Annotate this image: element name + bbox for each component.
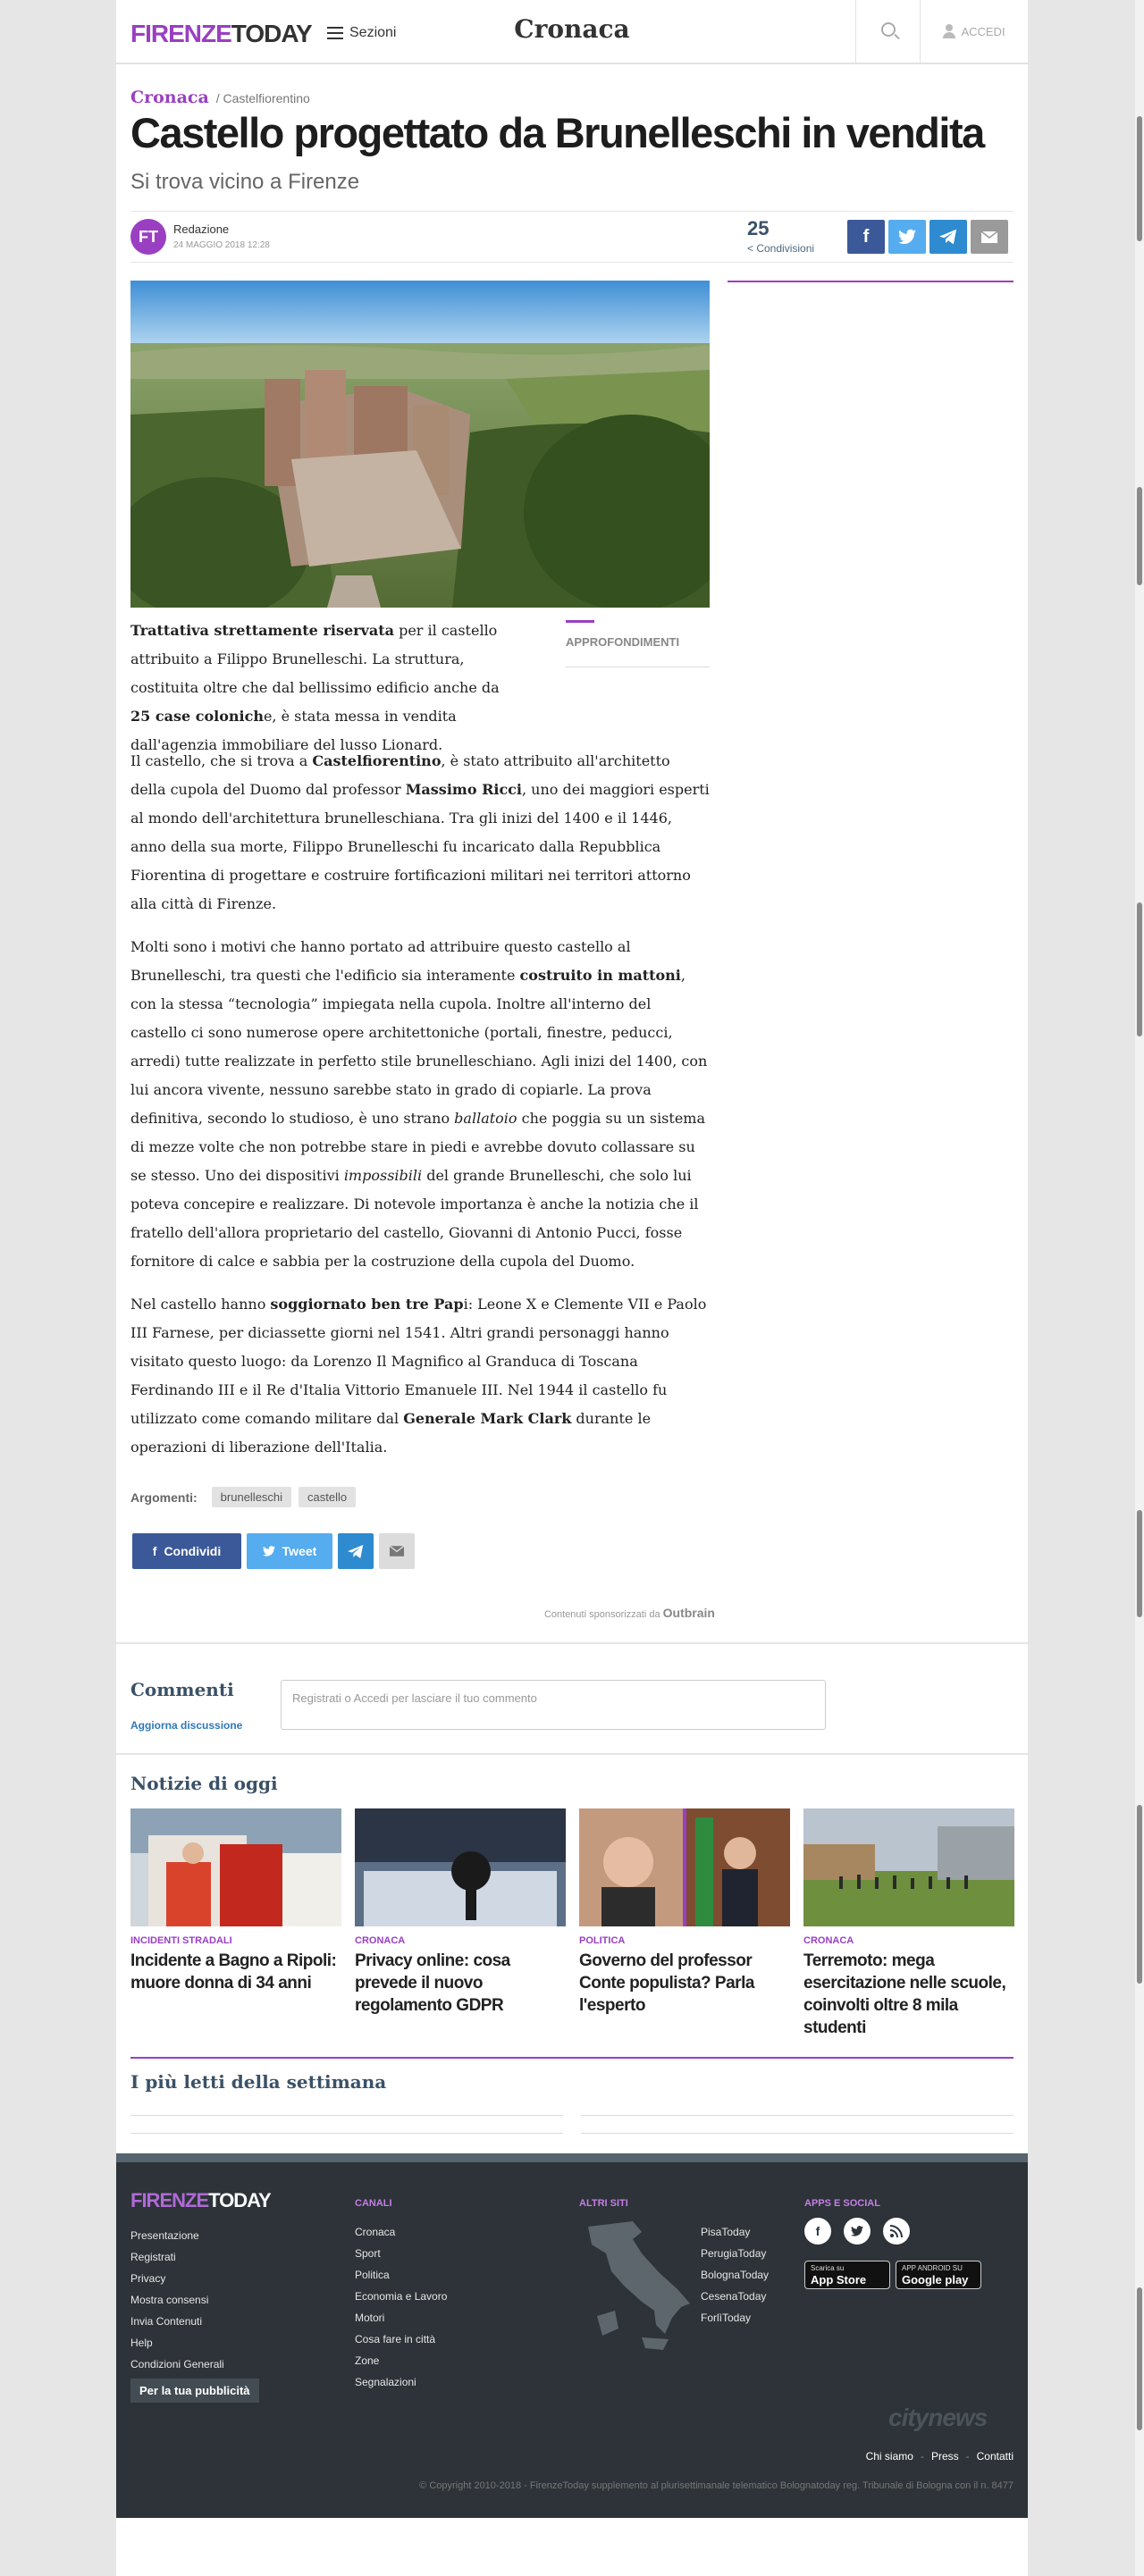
other-sites-heading: ALTRI SITI [579, 2198, 628, 2209]
channel-link[interactable]: Sport [355, 2247, 381, 2260]
channel-link[interactable]: Motori [355, 2312, 385, 2324]
comments-title: Commenti [130, 1679, 234, 1700]
outbrain-logo: Outbrain [662, 1606, 715, 1620]
channels-heading: CANALI [355, 2198, 392, 2209]
envelope-icon [390, 1546, 404, 1557]
hamburger-icon [327, 27, 343, 39]
footer-link[interactable]: Invia Contenuti [130, 2315, 203, 2328]
article-paragraph-3: Molti sono i motivi che hanno portato ad attribuire questo castello al Brunelleschi, tra questi che l'edificio sia interamente costruito in mattoni, con la stessa “tecnologia” impiegata nella cupola. Inoltre all'interno del castello ci sono numerose opere architettoniche (portali, finestre, peducci, arredi) tutte realizzate in perfetto stile brunelleschiano. Agli inizi del 1400, con lui ancora vivente, nessuno sarebbe stato in grado di copiarle. La prova definitiva, secondo lo studioso, è uno strano ballatoio che poggia su un sistema di mezze volte che non potrebbe stare in piedi e avrebbe dovuto collassare su se stesso. Uno dei dispositivi impossibili del grande Brunelleschi, che solo lui poteva concepire e realizzare. Di notevole importanza è anche la notizia che il fratello dell'allora proprietario del castello, Giovanni di Antonio Pucci, fosse fornitore di calce e sabbia per la costruzione della cupola del Duomo. [130, 938, 708, 1270]
article-title: Castello progettato da Brunelleschi in vendita [130, 109, 984, 156]
footer-link[interactable]: Condizioni Generali [130, 2358, 224, 2370]
publish-date: 24 MAGGIO 2018 12:28 [173, 240, 270, 250]
share-count: 25 [747, 217, 770, 239]
share-bar-top [847, 220, 1008, 254]
news-card[interactable] [803, 1808, 1014, 2039]
press-link[interactable]: Press [930, 2450, 959, 2463]
site-footer [116, 2153, 1028, 2518]
telegram-icon [348, 1545, 364, 1558]
telegram-share-button[interactable] [338, 1533, 374, 1569]
sections-menu-button[interactable] [327, 21, 396, 45]
app-store-badge[interactable]: Scarica su App Store [804, 2261, 890, 2289]
channel-link[interactable]: Zone [355, 2354, 380, 2367]
twitter-icon [898, 229, 916, 245]
breadcrumb-category[interactable]: Cronaca [130, 88, 209, 107]
facebook-share-button[interactable]: f Condividi [132, 1533, 241, 1569]
news-card-title: Governo del professor Conte populista? Parla l'esperto [579, 1951, 754, 2015]
most-read-title: I più letti della settimana [130, 2071, 387, 2093]
tags-label: Argomenti: [130, 1489, 198, 1505]
footer-links [130, 2225, 259, 2403]
channel-link[interactable]: Cosa fare in città [355, 2333, 436, 2345]
news-card-category: INCIDENTI STRADALI [130, 1935, 232, 1946]
other-site-link[interactable]: BolognaToday [701, 2269, 770, 2281]
about-link[interactable]: Chi siamo [865, 2450, 913, 2463]
tag-castello[interactable]: castello [299, 1487, 356, 1507]
footer-bottom-links: Chi siamo - Press - Contatti [865, 2450, 1014, 2463]
envelope-icon [981, 231, 997, 243]
share-count-label: < Condivisioni [747, 242, 815, 255]
news-card-category: CRONACA [803, 1935, 854, 1946]
article-paragraph-2: Il castello, che si trova a Castelfiorentino, è stato attribuito all'architetto della cupola del Duomo dal professor Massimo Ricci, uno dei maggiori esperti al mondo dell'architettura brunelleschiana. Tra gli inizi del 1400 e il 1446, anno della sua morte, Filippo Brunelleschi fu incaricato dalla Repubblica Fiorentina di progettare e costruire fortificazioni militari nei territori attorno alla città di Firenze. [130, 752, 710, 912]
advertising-button[interactable]: Per la tua pubblicità [130, 2379, 259, 2403]
news-card-image [579, 1808, 790, 1926]
channels-links [355, 2221, 447, 2393]
news-card-image [355, 1808, 566, 1926]
footer-link[interactable]: Mostra consensi [130, 2294, 209, 2306]
related-label: APPROFONDIMENTI [566, 635, 680, 649]
comment-input[interactable]: Registrati o Accedi per lasciare il tuo commento [281, 1680, 826, 1730]
twitter-icon [263, 1546, 275, 1557]
footer-link[interactable]: Presentazione [130, 2229, 199, 2242]
page [116, 0, 1028, 2576]
channel-link[interactable]: Economia e Lavoro [355, 2290, 448, 2303]
news-divider [116, 1753, 1028, 1755]
news-card-title: Terremoto: mega esercitazione nelle scuole, coinvolti oltre 8 mila studenti [803, 1951, 1006, 2037]
italy-map-icon [579, 2218, 695, 2352]
twitter-icon[interactable] [844, 2218, 871, 2245]
page-scrollbar[interactable] [1135, 0, 1144, 2576]
footer-link[interactable]: Privacy [130, 2272, 166, 2285]
news-card-title: Privacy online: cosa prevede il nuovo regolamento GDPR [355, 1951, 510, 2015]
facebook-icon: f [862, 226, 870, 247]
sidebar-divider [728, 281, 1014, 282]
sections-menu-label: Sezioni [349, 25, 397, 40]
site-logo[interactable]: FIRENZETODAY [130, 20, 312, 47]
other-site-link[interactable]: PisaToday [701, 2226, 751, 2238]
section-title: Cronaca [514, 14, 630, 44]
other-site-link[interactable]: PerugiaToday [701, 2247, 767, 2260]
most-read-divider [130, 2057, 1014, 2059]
news-card-category: CRONACA [355, 1935, 406, 1946]
telegram-icon [939, 229, 957, 245]
copyright-text: © Copyright 2010-2018 - FirenzeToday supplemento al plurisettimanale telematico Bolognatoday reg. Tribunale di Bologna con il n. 8477 [419, 2480, 1014, 2491]
breadcrumb-subcategory[interactable]: Castelfiorentino [223, 91, 310, 105]
news-card-image [803, 1808, 1014, 1926]
social-links [804, 2218, 910, 2245]
share-bar-bottom [132, 1533, 415, 1569]
telegram-share-button[interactable] [930, 220, 967, 254]
related-box [566, 620, 710, 667]
news-card[interactable] [579, 1808, 790, 2017]
refresh-discussion-link[interactable]: Aggiorna discussione [130, 1719, 243, 1732]
citynews-logo[interactable]: citynews [888, 2404, 988, 2431]
apps-heading: APPS E SOCIAL [804, 2198, 880, 2209]
article-hero-image [130, 281, 710, 608]
other-site-link[interactable]: CesenaToday [701, 2290, 767, 2303]
footer-link[interactable]: Registrati [130, 2251, 176, 2263]
footer-logo[interactable]: FIRENZETODAY [130, 2189, 271, 2211]
news-card[interactable] [130, 1808, 341, 1994]
email-share-button[interactable] [379, 1533, 415, 1569]
facebook-share-button[interactable] [847, 220, 885, 254]
article-paragraph-4: Nel castello hanno soggiornato ben tre Papi: Leone X e Clemente VII e Paolo III Farnese, per diciassette giorni nel 1541. Altri grandi personaggi hanno visitato questo luogo: da Lorenzo Il Magnifico al Granduca di Toscana Ferdinando III e il Re d'Italia Vittorio Emanuele III. Nel 1944 il castello fu utilizzato come comando militare dal Generale Mark Clark durante le operazioni di liberazione dell'Italia. [130, 1296, 707, 1456]
article-meta [130, 211, 1014, 263]
news-card-image [130, 1808, 341, 1926]
channel-link[interactable]: Segnalazioni [355, 2376, 416, 2388]
channel-link[interactable]: Cronaca [355, 2226, 396, 2238]
google-play-badge[interactable]: APP ANDROID SU Google play [896, 2261, 981, 2289]
tags-row [130, 1487, 356, 1507]
search-button[interactable] [855, 0, 920, 63]
rss-icon[interactable] [883, 2218, 910, 2245]
breadcrumb [130, 88, 310, 107]
news-card[interactable] [355, 1808, 566, 2017]
author-name: Redazione [173, 222, 230, 236]
facebook-icon[interactable]: f [804, 2218, 831, 2245]
breadcrumb-separator: / [215, 91, 220, 105]
email-share-button[interactable] [971, 220, 1008, 254]
site-header [116, 0, 1028, 64]
article-paragraph-1: Trattativa strettamente riservata per il castello attribuito a Filippo Brunelleschi. La struttura, costituita oltre che dal bellissimo edificio anche da 25 case coloniche, è stata messa in vendita dall'agenzia immobiliare del lusso Lionard. [130, 622, 500, 753]
channel-link[interactable]: Politica [355, 2269, 390, 2281]
sponsored-credit[interactable]: Contenuti sponsorizzati da Outbrain [543, 1606, 715, 1620]
other-sites-links [701, 2221, 769, 2328]
share-counter [747, 217, 814, 256]
twitter-share-button[interactable] [888, 220, 926, 254]
news-today-title: Notizie di oggi [130, 1773, 278, 1794]
share-icon: < [747, 242, 757, 255]
contacts-link[interactable]: Contatti [976, 2450, 1014, 2463]
tag-brunelleschi[interactable]: brunelleschi [212, 1487, 291, 1507]
login-button[interactable] [920, 0, 1028, 63]
article-subtitle: Si trova vicino a Firenze [130, 170, 360, 194]
news-card-category: POLITICA [579, 1935, 626, 1946]
footer-link[interactable]: Help [130, 2337, 153, 2349]
author-avatar: FT [130, 219, 166, 255]
facebook-icon: f [152, 1544, 157, 1558]
user-icon [943, 24, 955, 38]
twitter-share-button[interactable]: Tweet [247, 1533, 332, 1569]
news-card-title: Incidente a Bagno a Ripoli: muore donna di 34 anni [130, 1951, 337, 1993]
other-site-link[interactable]: ForlìToday [701, 2312, 752, 2324]
comments-divider [116, 1642, 1028, 1644]
login-label: ACCEDI [961, 24, 1005, 38]
